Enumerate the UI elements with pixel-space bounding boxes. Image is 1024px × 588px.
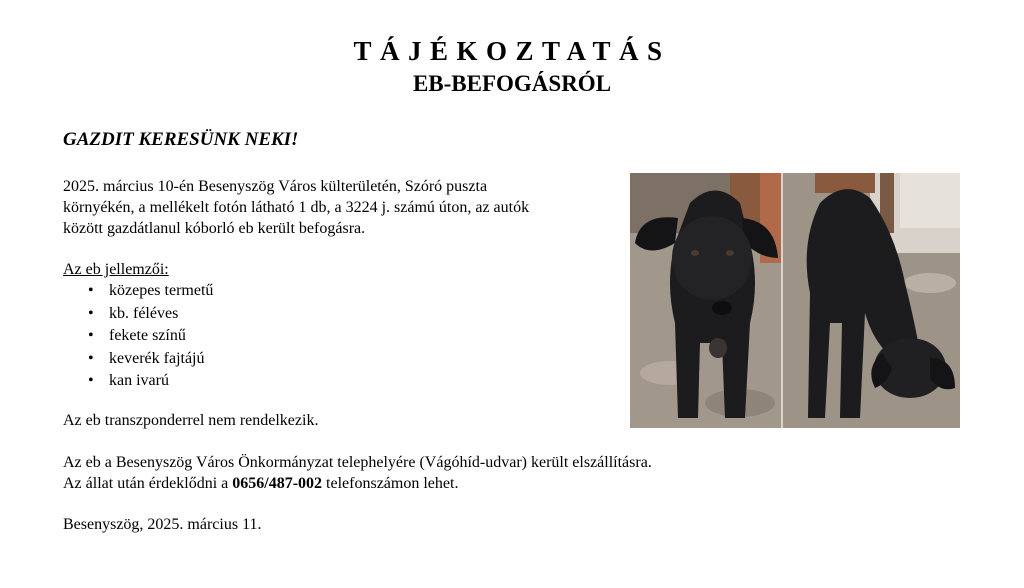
bullet-icon: • — [88, 327, 94, 344]
bullet-icon: • — [88, 372, 94, 389]
list-item — [88, 370, 213, 393]
transponder-note: Az eb transzponderrel nem rendelkezik. — [63, 412, 319, 429]
signature-date: Besenyszög, 2025. március 11. — [63, 516, 262, 533]
bullet-icon: • — [88, 349, 94, 367]
contact-before: Az állat után érdeklődni a — [63, 475, 233, 492]
contact-after: telefonszámon lehet. — [322, 475, 459, 492]
list-item — [88, 325, 213, 348]
bullet-icon: • — [88, 304, 94, 322]
contact-line — [63, 473, 458, 494]
trait-text: keverék fajtájú — [109, 349, 205, 367]
traits-list — [88, 280, 213, 393]
intro-line-1: 2025. március 10-én Besenyszög Város külterületén, Szóró puszta — [63, 178, 488, 195]
list-item — [88, 303, 213, 326]
intro-line-3: között gazdátlanul kóborló eb került befogásra. — [63, 220, 366, 237]
dog-photo — [630, 173, 960, 428]
section-heading: GAZDIT KERESÜNK NEKI! — [63, 129, 299, 150]
intro-paragraph — [63, 176, 529, 239]
trait-text: közepes termetű — [109, 282, 214, 299]
traits-label: Az eb jellemzői: — [63, 261, 169, 278]
bullet-icon: • — [88, 282, 94, 299]
trait-text: kb. féléves — [109, 304, 179, 322]
transport-note: Az eb a Besenyszög Város Önkormányzat telephelyére (Vágóhíd-udvar) került elszállításra. — [63, 454, 652, 471]
intro-line-2: környékén, a mellékelt fotón látható 1 db, a 3224 j. számú úton, az autók — [63, 199, 530, 216]
list-item — [88, 348, 213, 371]
trait-text: fekete színű — [109, 327, 186, 344]
phone-number: 0656/487-002 — [232, 475, 323, 492]
dog-photo-icon — [630, 173, 960, 428]
page-subtitle: EB-BEFOGÁSRÓL — [412, 71, 612, 96]
trait-text: kan ivarú — [109, 372, 169, 389]
list-item — [88, 280, 213, 303]
page-title: TÁJÉKOZTATÁS — [353, 36, 671, 66]
